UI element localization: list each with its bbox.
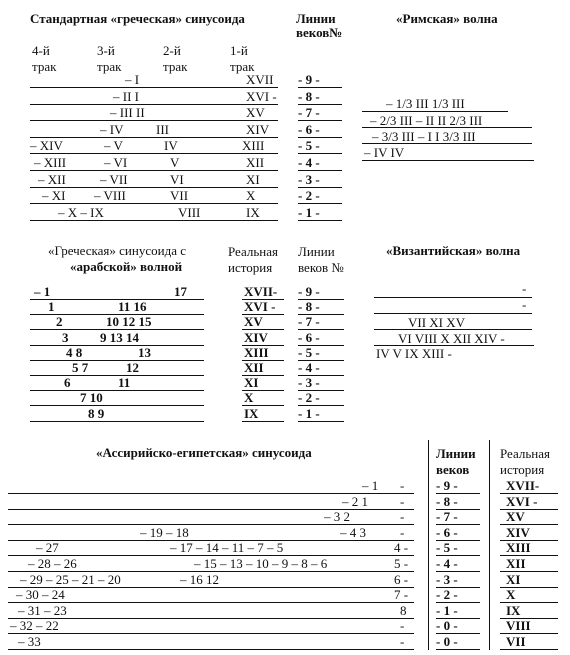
assyrian-line	[8, 633, 414, 634]
assyrian-cell: 6 -	[394, 571, 409, 587]
arabic-line-number: - 9 -	[298, 284, 320, 299]
assyrian-cell: -	[400, 478, 405, 493]
greek-number-line	[298, 220, 342, 221]
arabic-line	[30, 421, 204, 422]
assyrian-cell: – 19 – 18	[140, 524, 189, 540]
assyrian-line-number: - 1 -	[436, 602, 458, 618]
arabic-cell: 10 12 15	[106, 314, 152, 330]
greek-cell: XIII	[242, 138, 265, 154]
assyrian-cell: – 17 – 14 – 11 – 7 – 5	[170, 540, 284, 556]
arabic-number-line	[298, 421, 344, 422]
assyrian-real: X	[506, 587, 516, 603]
assyrian-real: XIII	[506, 540, 531, 556]
assyrian-cell: -	[400, 493, 405, 509]
greek-line-number: - 2 -	[298, 188, 320, 204]
roman-line	[362, 127, 532, 128]
assyrian-line-number: - 2 -	[436, 587, 458, 603]
arabic-cell: 2	[56, 314, 63, 330]
byzantine-title: «Византийская» волна	[386, 243, 521, 258]
track-2-label: 2-й трак	[163, 43, 188, 74]
greek-line-number: - 9 -	[298, 72, 320, 87]
assyrian-cell: 8	[400, 602, 407, 618]
arabic-line	[30, 360, 204, 361]
track-3-label: 3-й трак	[97, 43, 122, 74]
assyrian-real: XV	[506, 509, 525, 525]
assyrian-cell: – 31 – 23	[18, 602, 67, 618]
greek-cell: XVII	[246, 72, 274, 87]
assyrian-line	[8, 649, 414, 650]
arabic-real: XVI -	[244, 299, 276, 315]
arabic-cell: 11	[118, 375, 131, 391]
assyrian-cell: – 29 – 25 – 21 – 20	[20, 571, 121, 587]
arabic-cell: 9 13 14	[100, 329, 139, 345]
greek-cell: XIV	[246, 121, 270, 137]
arabic-line	[30, 345, 204, 346]
greek-cell: – VII	[100, 171, 128, 187]
arabic-cell: 11 16	[118, 299, 147, 315]
roman-row: – 2/3 III – II II 2/3 III	[370, 113, 483, 128]
arabic-cell: 13	[138, 344, 151, 360]
arabic-cell: 4 8	[66, 344, 83, 360]
assyrian-line	[8, 602, 414, 603]
arabic-line-number: - 7 -	[298, 314, 320, 330]
assyrian-cell: – 4 3	[340, 524, 366, 540]
greek-lines-header: Линии веков№	[296, 11, 343, 40]
arabic-cell: 7 10	[80, 390, 103, 406]
assyrian-cell: 5 -	[394, 556, 409, 571]
assyrian-line-number: - 9 -	[436, 478, 458, 493]
greek-cell: XI	[246, 171, 260, 187]
roman-line	[362, 160, 534, 161]
assyrian-line-number: - 5 -	[436, 540, 458, 556]
byz-row: -	[522, 297, 527, 312]
arabic-real: IX	[244, 405, 259, 421]
arabic-real-header: Реальная история	[228, 244, 278, 275]
greek-cell: – IV	[100, 121, 124, 137]
arabic-line-number: - 5 -	[298, 344, 320, 360]
arabic-real: X	[244, 390, 254, 406]
assyrian-cell: – 30 – 24	[16, 587, 65, 603]
assyrian-real: XII	[506, 556, 526, 571]
greek-cell: – II I	[113, 88, 139, 104]
greek-cell: – V	[104, 138, 123, 154]
track-4-label: 4-й трак	[32, 43, 57, 74]
greek-line	[30, 170, 278, 171]
greek-line-number: - 8 -	[298, 88, 320, 104]
greek-line	[30, 120, 278, 121]
greek-cell: – III II	[110, 105, 145, 121]
assyrian-line	[8, 618, 414, 619]
assyrian-line-number: - 7 -	[436, 509, 458, 525]
roman-row: – IV IV	[364, 145, 405, 160]
arabic-title-2: «арабской» волной	[70, 259, 183, 274]
arabic-real: XI	[244, 375, 259, 391]
greek-line-number: - 1 -	[298, 204, 320, 220]
greek-cell: – I	[125, 72, 140, 87]
greek-line-number: - 7 -	[298, 105, 320, 121]
greek-line	[30, 104, 278, 105]
arabic-line-number: - 3 -	[298, 375, 320, 391]
assyrian-real: XVI -	[506, 493, 538, 509]
greek-cell: VI	[170, 171, 184, 187]
greek-cell: – XIII	[34, 155, 67, 170]
arabic-line	[30, 375, 204, 376]
byz-row: VII XI XV	[408, 315, 466, 330]
assyrian-line-number: - 0 -	[436, 618, 458, 634]
arabic-line-number: - 2 -	[298, 390, 320, 406]
byz-row: -	[522, 281, 527, 296]
assyrian-real-header: Реальная история	[500, 446, 550, 477]
assyrian-cell: -	[400, 524, 405, 540]
assyrian-real: VIII	[506, 618, 531, 634]
assyrian-real: XIV	[506, 524, 530, 540]
arabic-cell: 3	[62, 329, 69, 345]
greek-line	[30, 87, 278, 88]
assyrian-line	[8, 587, 414, 588]
greek-line	[30, 153, 278, 154]
arabic-line-number: - 6 -	[298, 329, 320, 345]
greek-cell: XVI -	[246, 88, 277, 104]
arabic-line-number: - 4 -	[298, 360, 320, 375]
assyrian-cell: -	[400, 618, 405, 634]
assyrian-divider	[489, 440, 490, 650]
byz-line	[374, 329, 532, 330]
track-1-label: 1-й трак	[230, 43, 255, 74]
arabic-real: XV	[244, 314, 263, 330]
assyrian-cell: – 32 – 22	[10, 618, 59, 634]
arabic-cell: 1	[48, 299, 55, 315]
greek-title: Стандартная «греческая» синусоида	[30, 11, 245, 26]
greek-cell: VII	[170, 188, 189, 204]
arabic-cell: 5 7	[72, 360, 89, 375]
assyrian-cell: – 1	[362, 478, 379, 493]
assyrian-real-line	[500, 649, 558, 650]
greek-number-line	[298, 170, 342, 171]
greek-cell: III	[156, 121, 169, 137]
arabic-real: XIII	[244, 344, 269, 360]
assyrian-cell: – 16 12	[180, 571, 219, 587]
greek-cell: – XIV	[30, 138, 63, 154]
greek-cell: – VIII	[94, 188, 126, 204]
assyrian-cell: -	[400, 509, 405, 525]
assyrian-number-line	[436, 649, 480, 650]
roman-row: – 3/3 III – I I 3/3 III	[372, 129, 476, 144]
greek-cell: IX	[246, 204, 260, 220]
assyrian-cell: – 28 – 26	[28, 556, 77, 571]
assyrian-cell: 7 -	[394, 587, 409, 603]
assyrian-line	[8, 509, 414, 510]
greek-line	[30, 220, 278, 221]
arabic-line	[30, 390, 204, 391]
byz-line	[374, 345, 534, 346]
roman-line	[362, 111, 508, 112]
roman-line	[362, 143, 532, 144]
greek-cell: X	[246, 188, 256, 204]
assyrian-cell: – 2 1	[342, 493, 368, 509]
greek-cell: – XI	[42, 188, 66, 204]
greek-line	[30, 137, 278, 138]
greek-line-number: - 4 -	[298, 155, 320, 170]
assyrian-line-number: - 0 -	[436, 634, 458, 649]
greek-number-line	[298, 87, 342, 88]
roman-row: – 1/3 III 1/3 III	[386, 96, 465, 111]
arabic-cell: – 1	[34, 284, 51, 299]
arabic-cell: 8 9	[88, 405, 105, 421]
greek-cell: – XII	[38, 171, 66, 187]
arabic-lines-header: Линии веков №	[298, 244, 344, 275]
greek-cell: – VI	[104, 155, 128, 170]
assyrian-real: XVII-	[506, 478, 540, 493]
byz-line	[374, 313, 532, 314]
assyrian-real: VII	[506, 634, 526, 649]
arabic-real: XVII-	[244, 284, 278, 299]
arabic-real: XIV	[244, 329, 268, 345]
arabic-line	[30, 405, 204, 406]
arabic-real: XII	[244, 360, 264, 375]
arabic-cell: 6	[64, 375, 71, 391]
greek-cell: XV	[246, 105, 265, 121]
assyrian-real: IX	[506, 602, 521, 618]
roman-title: «Римская» волна	[396, 11, 498, 26]
arabic-cell: 17	[174, 284, 187, 299]
assyrian-line-number: - 8 -	[436, 493, 458, 509]
assyrian-cell: – 27	[36, 540, 59, 556]
arabic-line-number: - 8 -	[298, 299, 320, 315]
assyrian-line-number: - 4 -	[436, 556, 458, 571]
greek-cell: V	[170, 155, 180, 170]
assyrian-title: «Ассирийско-египетская» синусоида	[96, 445, 312, 460]
greek-line	[30, 187, 278, 188]
assyrian-cell: -	[400, 634, 405, 649]
assyrian-cell: – 3 2	[324, 509, 350, 525]
greek-cell: VIII	[178, 204, 201, 220]
byz-line	[374, 297, 532, 298]
assyrian-cell: 4 -	[394, 540, 409, 556]
assyrian-cell: – 33	[18, 634, 41, 649]
assyrian-lines-header: Линии веков	[436, 446, 476, 477]
greek-cell: XII	[246, 155, 265, 170]
assyrian-line-number: - 3 -	[436, 571, 458, 587]
assyrian-real: XI	[506, 571, 521, 587]
greek-line-number: - 6 -	[298, 121, 320, 137]
arabic-title-1: «Греческая» синусоида с	[48, 243, 186, 258]
assyrian-line-number: - 6 -	[436, 524, 458, 540]
greek-line-number: - 5 -	[298, 138, 320, 154]
byz-row: VI VIII X XII XIV -	[398, 331, 505, 346]
arabic-real-line	[242, 421, 284, 422]
arabic-line	[30, 299, 204, 300]
assyrian-cell: – 15 – 13 – 10 – 9 – 8 – 6	[194, 556, 328, 571]
byz-row: IV V IX XIII -	[376, 346, 452, 361]
greek-cell: IV	[164, 138, 178, 154]
assyrian-divider	[428, 440, 429, 650]
greek-line-number: - 3 -	[298, 171, 320, 187]
arabic-cell: 12	[126, 360, 139, 375]
arabic-line-number: - 1 -	[298, 405, 320, 421]
greek-cell: – X – IX	[58, 204, 104, 220]
